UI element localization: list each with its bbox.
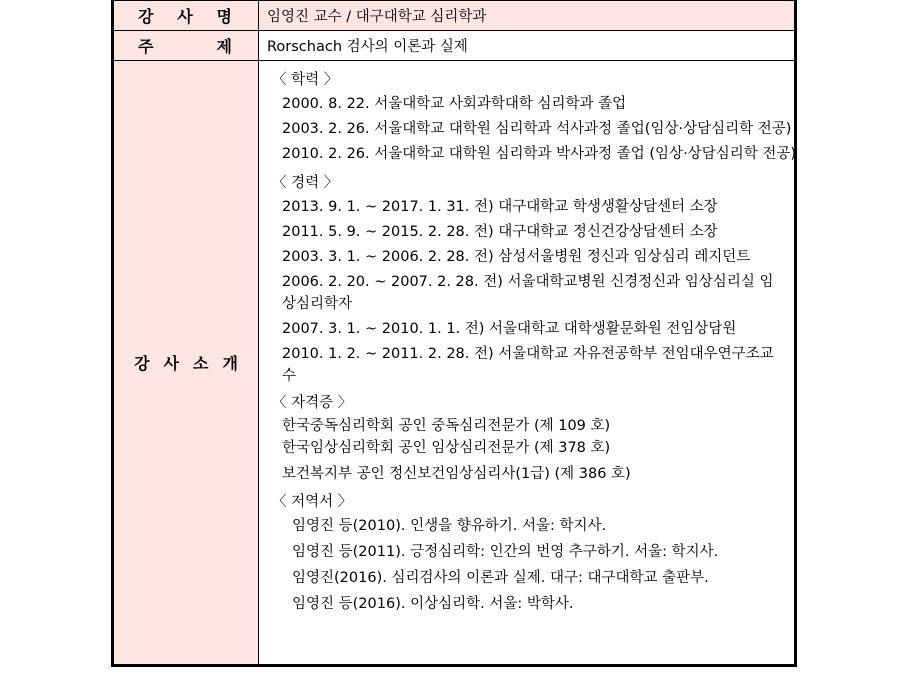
license-item: 한국임상심리학회 공인 임상심리전문가 (제 378 호) [282, 440, 611, 456]
topic-row [114, 31, 795, 61]
publications-title: 〈 저역서 〉 [272, 494, 353, 510]
career-item: 2013. 9. 1. ~ 2017. 1. 31. 전) 대구대학교 학생생활상담센터 소장 [282, 199, 718, 215]
academic-item: 2003. 2. 26. 서울대학교 대학원 심리학과 석사과정 졸업(임상·상담심리학 전공) [282, 121, 792, 137]
career-section [272, 173, 794, 387]
lecturer-row [114, 1, 795, 31]
license-item: 한국중독심리학회 공인 중독심리전문가 (제 109 호) [282, 418, 611, 434]
publications-section [272, 492, 794, 615]
intro-label: 강 사 소 개 [114, 61, 259, 665]
license-item: 보건복지부 공인 정신보건임상심리사(1급) (제 386 호) [282, 466, 631, 482]
publication-item: 임영진 등(2011). 긍정심리학: 인간의 번영 추구하기. 서울: 학지사. [292, 544, 719, 560]
career-item: 2003. 3. 1. ~ 2006. 2. 28. 전) 삼성서울병원 정신과 임상심리 레지던트 [282, 249, 751, 265]
lecture-info-table [113, 0, 795, 665]
intro-content [259, 61, 795, 665]
publication-item: 임영진 등(2010). 인생을 향유하기. 서울: 학지사. [292, 518, 607, 534]
academic-item: 2000. 8. 22. 서울대학교 사회과학대학 심리학과 졸업 [282, 96, 627, 112]
career-item: 2010. 1. 2. ~ 2011. 2. 28. 전) 서울대학교 자유전공학부 전임대우연구조교수 [282, 346, 774, 384]
career-item: 2006. 2. 20. ~ 2007. 2. 28. 전) 서울대학교병원 신경정신과 임상심리실 임상심리학자 [282, 274, 774, 312]
lecture-info-sheet [111, 0, 797, 667]
license-section [272, 393, 794, 484]
academic-section [272, 70, 794, 165]
career-title: 〈 경력 〉 [272, 175, 339, 191]
career-item: 2011. 5. 9. ~ 2015. 2. 28. 전) 대구대학교 정신건강상담센터 소장 [282, 224, 718, 240]
career-item: 2007. 3. 1. ~ 2010. 1. 1. 전) 서울대학교 대학생활문화원 전임상담원 [282, 321, 737, 337]
publication-item: 임영진 등(2016). 이상심리학. 서울: 박학사. [292, 596, 574, 612]
publication-item: 임영진(2016). 심리검사의 이론과 실제. 대구: 대구대학교 출판부. [292, 570, 709, 586]
topic-value: Rorschach 검사의 이론과 실제 [259, 31, 795, 61]
topic-label: 주 제 [114, 31, 259, 61]
lecturer-label: 강 사 명 [114, 1, 259, 31]
academic-item: 2010. 2. 26. 서울대학교 대학원 심리학과 박사과정 졸업 (임상·상담심리학 전공) [282, 146, 796, 162]
license-title: 〈 자격증 〉 [272, 395, 353, 411]
academic-title: 〈 학력 〉 [272, 72, 339, 88]
lecturer-value: 임영진 교수 / 대구대학교 심리학과 [259, 1, 795, 31]
intro-row [114, 61, 795, 665]
